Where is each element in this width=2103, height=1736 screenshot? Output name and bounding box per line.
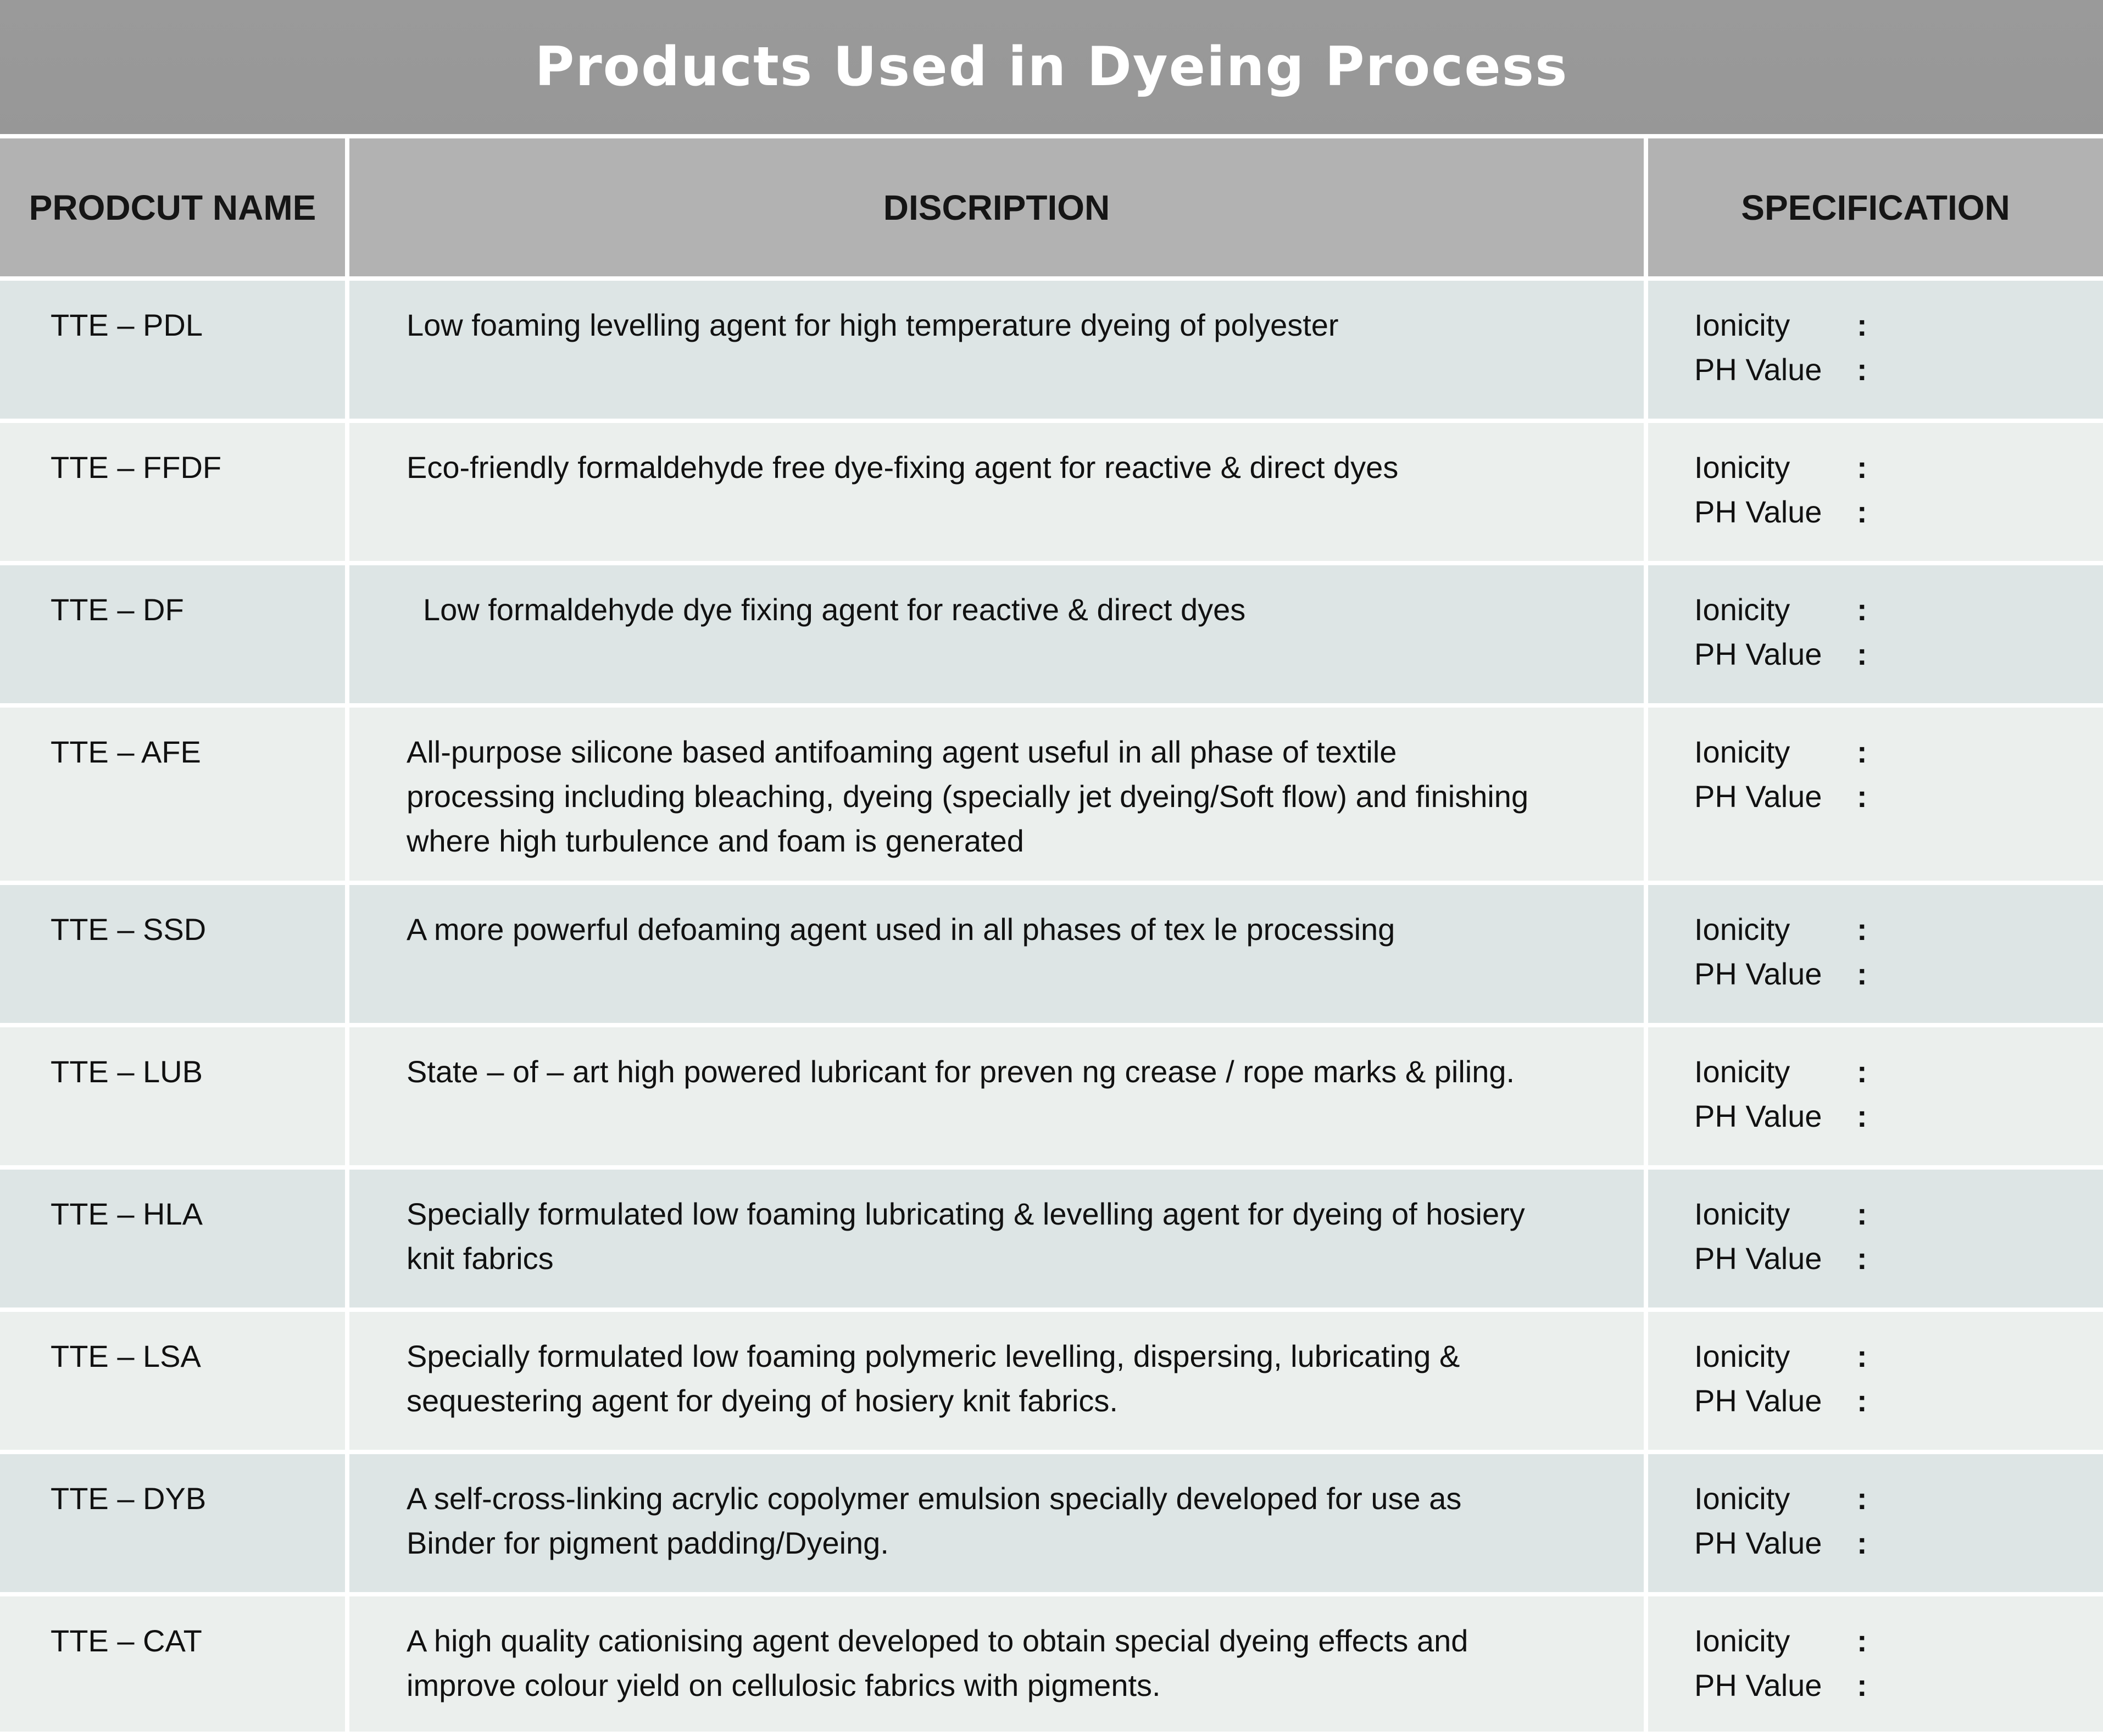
ionicity-line xyxy=(1694,1618,2103,1663)
ionicity-line xyxy=(1694,303,2103,347)
ionicity-label: Ionicity xyxy=(1694,1339,1790,1373)
ionicity-label: Ionicity xyxy=(1694,450,1790,485)
product-description xyxy=(349,1027,1648,1165)
ph-line xyxy=(1694,1663,2103,1707)
spec-colon: : xyxy=(1857,592,1867,627)
product-specification xyxy=(1648,1312,2103,1450)
spec-colon: : xyxy=(1857,1241,1867,1276)
table-row xyxy=(0,885,2103,1023)
product-description xyxy=(349,1454,1648,1592)
ph-line xyxy=(1694,489,2103,534)
description-line: A self-cross-linking acrylic copolymer emulsion specially developed for use as xyxy=(407,1481,1462,1516)
table-row xyxy=(0,423,2103,561)
ionicity-line xyxy=(1694,1049,2103,1094)
product-name: TTE – DF xyxy=(0,565,349,703)
ionicity-line xyxy=(1694,445,2103,489)
product-specification xyxy=(1648,885,2103,1023)
spec-colon: : xyxy=(1857,1668,1867,1702)
product-description xyxy=(349,423,1648,561)
ionicity-line xyxy=(1694,587,2103,632)
ph-line xyxy=(1694,1236,2103,1281)
spec-colon: : xyxy=(1857,956,1867,991)
product-specification xyxy=(1648,1027,2103,1165)
ionicity-line xyxy=(1694,1476,2103,1521)
spec-colon: : xyxy=(1857,1623,1867,1658)
product-name: TTE – PDL xyxy=(0,281,349,419)
description-line: Eco-friendly formaldehyde free dye-fixing agent for reactive & direct dyes xyxy=(407,450,1399,485)
product-name: TTE – LSA xyxy=(0,1312,349,1450)
description-line: improve colour yield on cellulosic fabrics with pigments. xyxy=(407,1668,1161,1702)
spec-colon: : xyxy=(1857,494,1867,529)
ph-line xyxy=(1694,1378,2103,1423)
spec-colon: : xyxy=(1857,1197,1867,1231)
ionicity-line xyxy=(1694,730,2103,774)
product-specification xyxy=(1648,708,2103,881)
table-row xyxy=(0,281,2103,419)
product-description xyxy=(349,1596,1648,1732)
ph-line xyxy=(1694,1094,2103,1138)
header-description: DISCRIPTION xyxy=(349,138,1648,276)
spec-colon: : xyxy=(1857,637,1867,671)
ionicity-label: Ionicity xyxy=(1694,1054,1790,1089)
ph-label: PH Value xyxy=(1694,1383,1822,1418)
spec-colon: : xyxy=(1857,1339,1867,1373)
title-bar xyxy=(0,0,2103,134)
product-name: TTE – LUB xyxy=(0,1027,349,1165)
ph-line xyxy=(1694,952,2103,996)
description-line: where high turbulence and foam is generated xyxy=(407,824,1024,858)
header-product-name: PRODCUT NAME xyxy=(0,138,349,276)
ph-label: PH Value xyxy=(1694,956,1822,991)
product-specification xyxy=(1648,565,2103,703)
ph-label: PH Value xyxy=(1694,779,1822,814)
spec-colon: : xyxy=(1857,1526,1867,1560)
product-description xyxy=(349,281,1648,419)
ionicity-label: Ionicity xyxy=(1694,1481,1790,1516)
ph-line xyxy=(1694,632,2103,676)
product-specification xyxy=(1648,1596,2103,1732)
ph-label: PH Value xyxy=(1694,352,1822,387)
product-specification xyxy=(1648,281,2103,419)
product-specification xyxy=(1648,423,2103,561)
table-row xyxy=(0,1596,2103,1732)
ionicity-line xyxy=(1694,907,2103,952)
description-line: Binder for pigment padding/Dyeing. xyxy=(407,1526,889,1560)
table-row xyxy=(0,1027,2103,1165)
product-description xyxy=(349,708,1648,881)
description-line: State – of – art high powered lubricant for preven ng crease / rope marks & piling. xyxy=(407,1054,1515,1089)
description-line: knit fabrics xyxy=(407,1241,554,1276)
table-header-row xyxy=(0,138,2103,276)
spec-colon: : xyxy=(1857,779,1867,814)
product-description xyxy=(349,565,1648,703)
description-line: sequestering agent for dyeing of hosiery knit fabrics. xyxy=(407,1383,1118,1418)
description-line: Low foaming levelling agent for high temperature dyeing of polyester xyxy=(407,308,1339,342)
spec-colon: : xyxy=(1857,912,1867,947)
product-name: TTE – DYB xyxy=(0,1454,349,1592)
ph-label: PH Value xyxy=(1694,1526,1822,1560)
product-name: TTE – HLA xyxy=(0,1170,349,1307)
spec-colon: : xyxy=(1857,735,1867,769)
product-name: TTE – CAT xyxy=(0,1596,349,1732)
ph-line xyxy=(1694,347,2103,392)
products-table xyxy=(0,138,2103,1736)
ph-label: PH Value xyxy=(1694,1668,1822,1702)
product-description xyxy=(349,1170,1648,1307)
spec-colon: : xyxy=(1857,1054,1867,1089)
ph-label: PH Value xyxy=(1694,637,1822,671)
description-line: All-purpose silicone based antifoaming agent useful in all phase of textile xyxy=(407,735,1397,769)
ionicity-label: Ionicity xyxy=(1694,1197,1790,1231)
product-name: TTE – SSD xyxy=(0,885,349,1023)
spec-colon: : xyxy=(1857,450,1867,485)
ionicity-label: Ionicity xyxy=(1694,735,1790,769)
description-line: processing including bleaching, dyeing (specially jet dyeing/Soft flow) and finishing xyxy=(407,779,1529,814)
spec-colon: : xyxy=(1857,308,1867,342)
table-row xyxy=(0,565,2103,703)
ionicity-label: Ionicity xyxy=(1694,592,1790,627)
description-line: Low formaldehyde dye fixing agent for reactive & direct dyes xyxy=(423,592,1246,627)
product-name: TTE – AFE xyxy=(0,708,349,881)
description-line: A more powerful defoaming agent used in all phases of tex le processing xyxy=(407,912,1395,947)
ph-label: PH Value xyxy=(1694,1099,1822,1133)
ionicity-label: Ionicity xyxy=(1694,912,1790,947)
header-specification: SPECIFICATION xyxy=(1648,138,2103,276)
ph-line xyxy=(1694,1521,2103,1565)
page-title: Products Used in Dyeing Process xyxy=(535,36,1568,98)
product-specification xyxy=(1648,1454,2103,1592)
description-line: A high quality cationising agent developed to obtain special dyeing effects and xyxy=(407,1623,1468,1658)
ph-label: PH Value xyxy=(1694,494,1822,529)
ph-line xyxy=(1694,774,2103,819)
spec-colon: : xyxy=(1857,1099,1867,1133)
description-line: Specially formulated low foaming polymeric levelling, dispersing, lubricating & xyxy=(407,1339,1460,1373)
spec-colon: : xyxy=(1857,1481,1867,1516)
description-line: Specially formulated low foaming lubricating & levelling agent for dyeing of hosiery xyxy=(407,1197,1525,1231)
product-description xyxy=(349,885,1648,1023)
ionicity-label: Ionicity xyxy=(1694,308,1790,342)
product-description xyxy=(349,1312,1648,1450)
product-name: TTE – FFDF xyxy=(0,423,349,561)
table-row xyxy=(0,1454,2103,1592)
table-row xyxy=(0,1170,2103,1307)
spec-colon: : xyxy=(1857,352,1867,387)
table-row xyxy=(0,1312,2103,1450)
ionicity-line xyxy=(1694,1334,2103,1378)
product-specification xyxy=(1648,1170,2103,1307)
ph-label: PH Value xyxy=(1694,1241,1822,1276)
ionicity-line xyxy=(1694,1192,2103,1236)
spec-colon: : xyxy=(1857,1383,1867,1418)
table-row xyxy=(0,708,2103,881)
ionicity-label: Ionicity xyxy=(1694,1623,1790,1658)
